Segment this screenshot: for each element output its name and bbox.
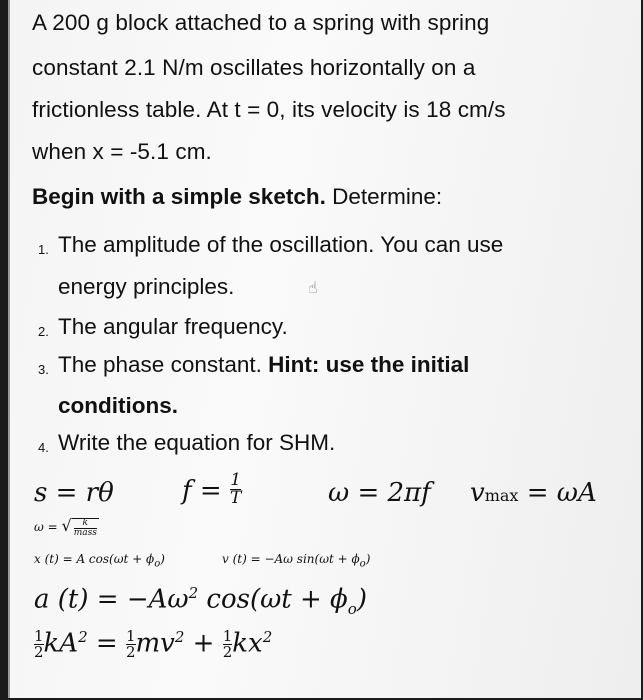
velocity-main: v (t) = −Aω sin(ωt + ϕ <box>222 552 360 566</box>
formula-angular-frequency: ω = 2πf <box>328 478 431 508</box>
energy-sup-2: 2 <box>174 628 185 646</box>
formula-frequency <box>182 469 242 508</box>
vmax-symbol: v <box>470 478 485 508</box>
formula-velocity <box>222 552 370 569</box>
frequency-denominator: T <box>229 487 242 508</box>
hand-cursor-icon: ☝ <box>308 280 318 297</box>
task-2-line-1: The angular frequency. <box>58 314 288 339</box>
energy-half-2 <box>126 629 136 660</box>
instructions-rest: Determine: <box>325 184 443 209</box>
position-end: ) <box>160 552 165 566</box>
energy-plus: + <box>184 628 223 659</box>
problem-sheet <box>8 0 641 698</box>
half-denominator: 2 <box>125 643 136 662</box>
half-numerator: 1 <box>125 627 136 646</box>
vmax-rhs: = ωA <box>518 478 597 508</box>
accel-subscript: o <box>347 599 357 618</box>
energy-sup-3: 2 <box>262 628 273 646</box>
omega-sqrt-denominator: mass <box>73 527 97 538</box>
position-subscript: o <box>154 558 161 570</box>
instructions-heading <box>32 184 442 210</box>
task-3-text: The phase constant. <box>58 352 269 377</box>
instructions-bold: Begin with a simple sketch. <box>32 184 326 209</box>
energy-mv: mv <box>135 628 175 659</box>
problem-line-2: constant 2.1 N/m oscillates horizontally on a <box>32 55 476 80</box>
energy-sup-1: 2 <box>78 628 88 646</box>
half-numerator: 1 <box>222 627 233 646</box>
velocity-end: ) <box>365 552 371 566</box>
frequency-fraction <box>229 469 242 508</box>
formula-arc-length: s = rθ <box>34 478 114 508</box>
velocity-subscript: o <box>359 558 366 570</box>
formula-energy <box>34 628 272 660</box>
task-1-line-1: The amplitude of the oscillation. You can use <box>58 232 504 257</box>
position-main: x (t) = A cos(ωt + ϕ <box>34 552 155 566</box>
task-number-1: 1. <box>38 242 49 257</box>
task-4-line-1: Write the equation for SHM. <box>58 430 336 455</box>
problem-line-1: A 200 g block attached to a spring with spring <box>32 10 490 35</box>
task-number-3: 3. <box>38 362 49 377</box>
frequency-numerator: 1 <box>230 469 242 490</box>
energy-equals: = <box>87 628 126 659</box>
accel-main: a (t) = −Aω <box>34 584 189 615</box>
energy-half-3 <box>223 629 233 660</box>
omega-sqrt-numerator: k <box>82 517 88 528</box>
accel-end: ) <box>356 584 367 615</box>
sqrt-icon: √ <box>61 516 72 535</box>
formula-acceleration <box>34 584 367 618</box>
omega-sqrt-lhs: ω = <box>34 520 58 534</box>
problem-line-3: frictionless table. At t = 0, its velocity is 18 cm/s <box>32 97 506 122</box>
formula-vmax <box>470 478 597 508</box>
task-number-2: 2. <box>38 324 49 339</box>
task-3-hint: Hint: use the initial <box>268 352 470 377</box>
task-number-4: 4. <box>38 440 49 455</box>
formula-omega-sqrt <box>34 516 99 538</box>
energy-half-1 <box>34 629 44 660</box>
frequency-lhs: f = <box>182 476 222 506</box>
energy-kx: kx <box>232 628 263 659</box>
omega-sqrt-fraction <box>72 518 99 538</box>
task-3-line-2: conditions. <box>58 393 178 418</box>
accel-rest: cos(ωt + ϕ <box>198 584 348 615</box>
task-3-line-1 <box>58 352 469 378</box>
half-numerator: 1 <box>34 627 44 646</box>
problem-line-4: when x = -5.1 cm. <box>32 139 212 164</box>
half-denominator: 2 <box>34 643 44 662</box>
half-denominator: 2 <box>222 643 233 662</box>
task-1-line-2: energy principles. <box>58 274 235 299</box>
accel-superscript: 2 <box>188 584 199 602</box>
vmax-subscript: max <box>484 486 519 505</box>
formula-position <box>34 552 165 569</box>
energy-kA: kA <box>43 628 79 659</box>
